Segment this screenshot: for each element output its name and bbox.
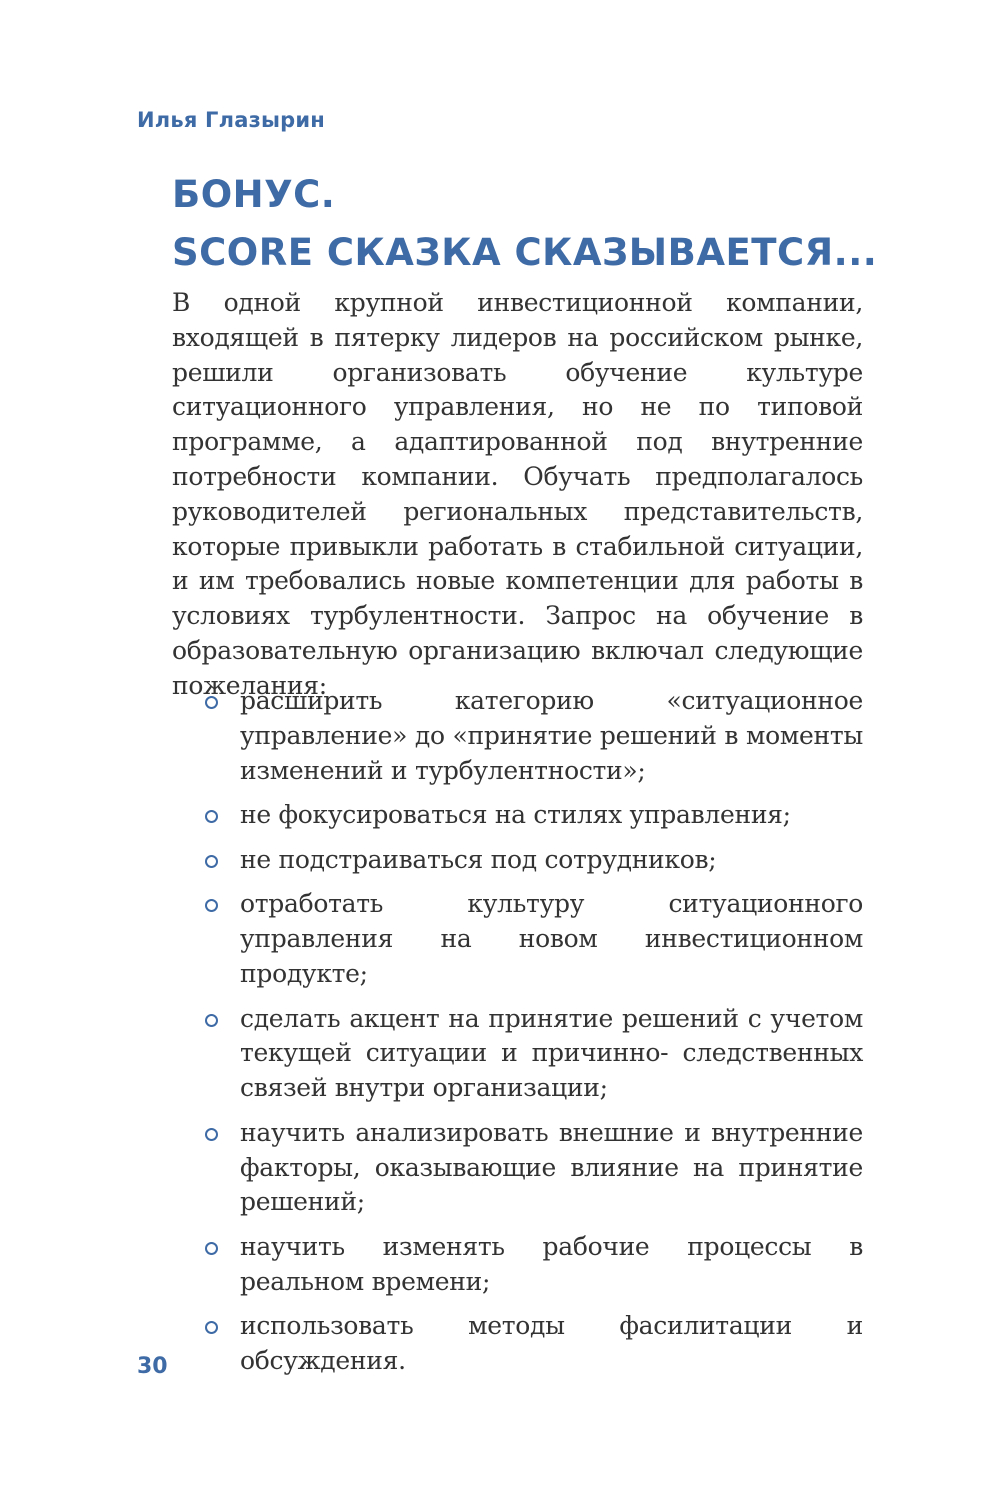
list-item-text: отработать культуру ситуационного управления на новом инвестиционном продукте; — [240, 889, 863, 988]
circle-bullet-icon — [205, 810, 218, 823]
list-item-text: сделать акцент на принятие решений с учетом текущей ситуации и причинно- следственных связей внутри организации; — [240, 1003, 863, 1103]
circle-bullet-icon — [205, 899, 218, 912]
list-item-text: научить анализировать внешние и внутренние факторы, оказывающие влияние на принятие решений; — [240, 1117, 863, 1217]
list-item-text: научить изменять рабочие процессы в реальном времени; — [240, 1231, 863, 1296]
list-item — [172, 684, 863, 788]
list-item-text: использовать методы фасилитации и обсуждения. — [240, 1311, 863, 1376]
circle-bullet-icon — [205, 855, 218, 868]
circle-bullet-icon — [205, 1128, 218, 1141]
body-paragraph: В одной крупной инвестиционной компании, входящей в пятерку лидеров на российском рынке, решили организовать обучение культуре ситуационного управления, но не по типовой программе, а адаптированной под внутренние потребности компании. Обучать предполагалось руководителей региональных представительств, которые привыкли работать в стабильной ситуации, и им требовались новые компетенции для работы в условиях турбулентности. Запрос на обучение в образовательную организацию включал следующие пожелания: — [172, 288, 863, 700]
bullet-list — [172, 684, 863, 1389]
circle-bullet-icon — [205, 1014, 218, 1027]
circle-bullet-icon — [205, 1242, 218, 1255]
list-item — [172, 843, 863, 878]
running-head-author: Илья Глазырин — [137, 108, 326, 132]
list-item-text: не фокусироваться на стилях управления; — [240, 800, 791, 830]
list-item — [172, 1230, 863, 1300]
list-item-text: расширить категорию «ситуационное управление» до «принятие решений в моменты изменений и турбулентности»; — [240, 686, 863, 785]
chapter-title-line-1: БОНУС. — [172, 173, 336, 216]
list-item — [172, 1002, 863, 1106]
list-item — [172, 798, 863, 833]
circle-bullet-icon — [205, 696, 218, 709]
chapter-title — [172, 166, 877, 282]
circle-bullet-icon — [205, 1321, 218, 1334]
chapter-title-line-2: SCORE СКАЗКА СКАЗЫВАЕТСЯ... — [172, 231, 878, 274]
list-item-text: не подстраиваться под сотрудников; — [240, 844, 717, 874]
list-item — [172, 1309, 863, 1379]
list-item — [172, 1116, 863, 1220]
list-item — [172, 887, 863, 991]
page-number: 30 — [137, 1354, 168, 1379]
